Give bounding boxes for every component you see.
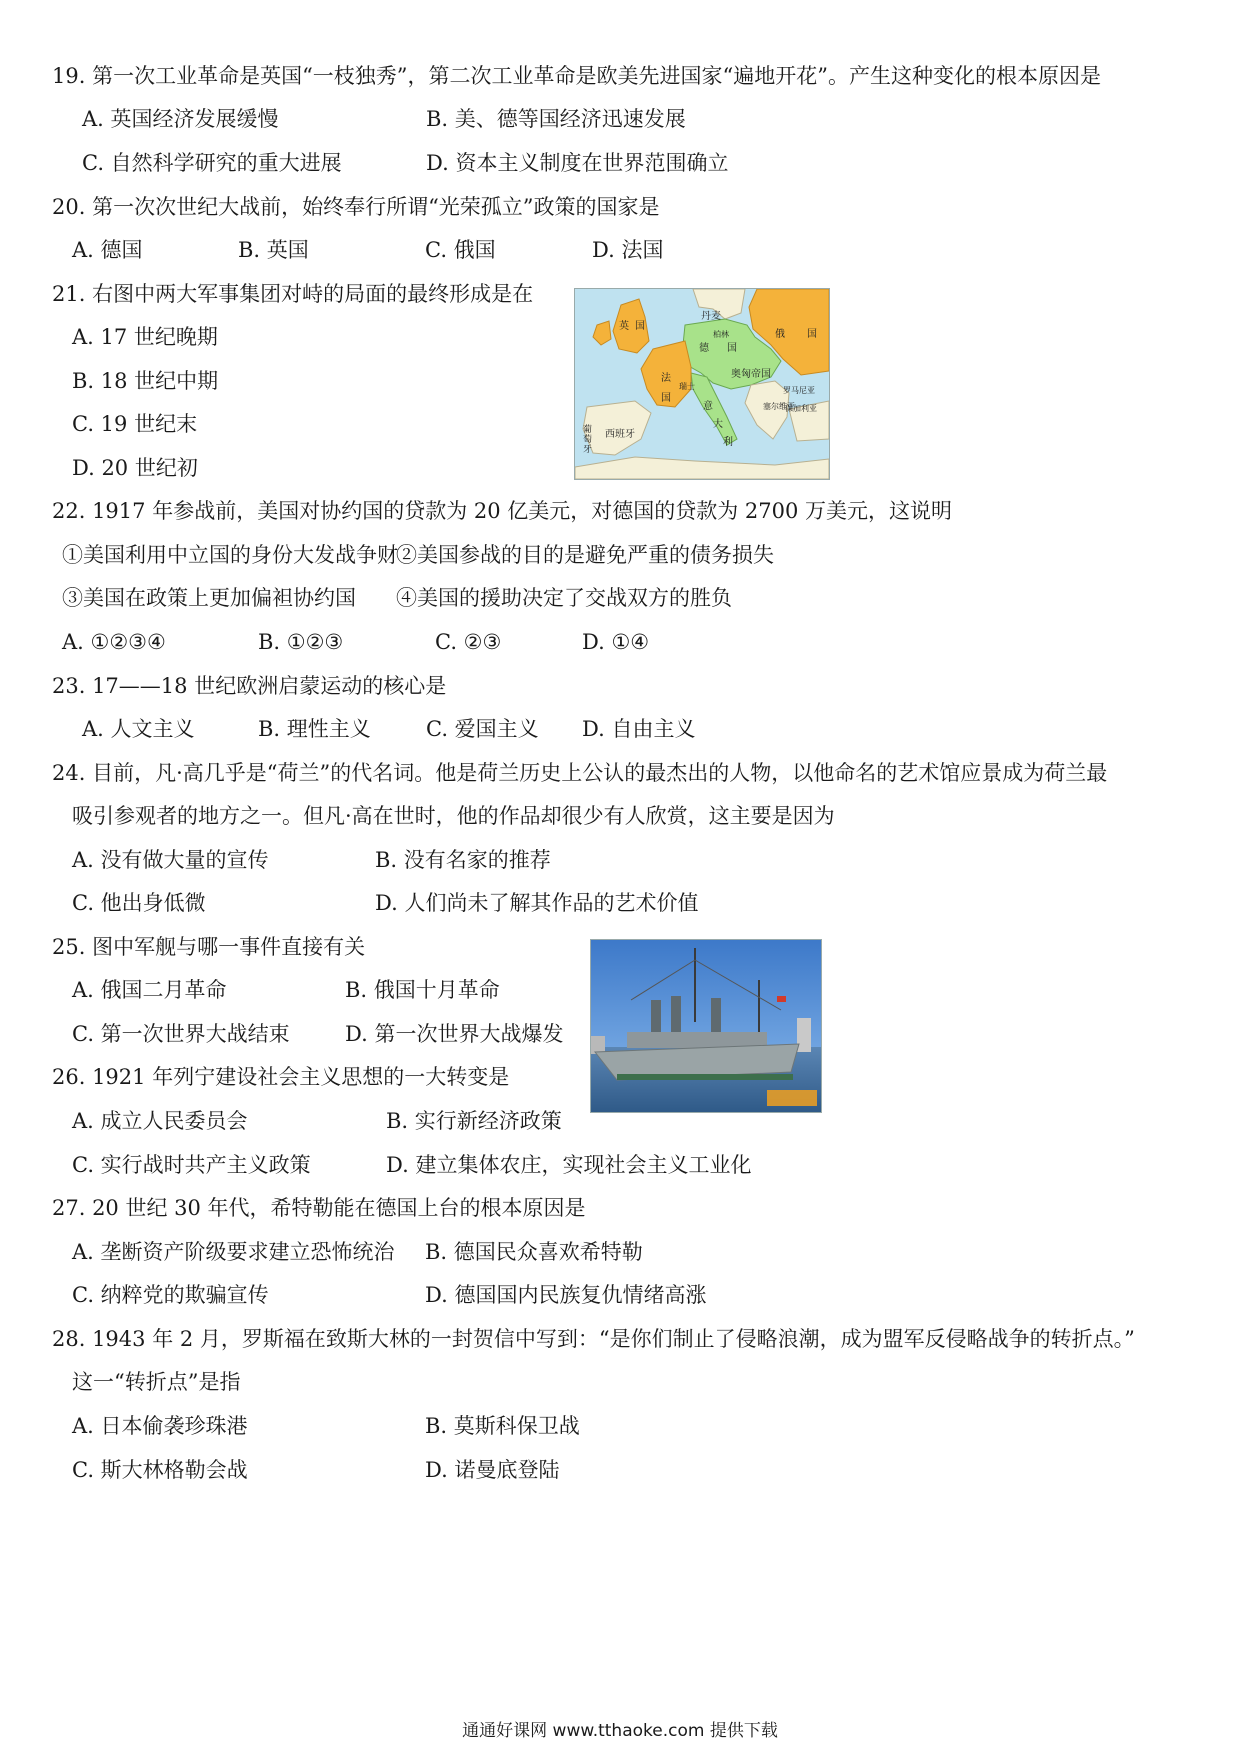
q24-option-a: A. 没有做大量的宣传 [72,848,269,872]
north-africa-region [575,457,829,479]
q20-option-d: D. 法国 [592,238,664,262]
europe-map-figure [574,288,830,480]
q25-stem: 25. 图中军舰与哪一事件直接有关 [52,935,366,959]
q23-option-a: A. 人文主义 [82,717,195,741]
q28-option-a: A. 日本偷袭珍珠港 [72,1414,248,1438]
q19-option-a: A. 英国经济发展缓慢 [82,107,279,131]
q25-option-c: C. 第一次世界大战结束 [72,1022,290,1046]
q27-option-a: A. 垄断资产阶级要求建立恐怖统治 [72,1240,395,1264]
map-label-berlin: 柏林 [713,330,729,339]
q20-option-b: B. 英国 [238,238,309,262]
ireland-region [593,321,611,345]
q22-statement-1: ①美国利用中立国的身份大发战争财 [62,543,398,567]
q23-option-c: C. 爱国主义 [426,717,539,741]
q21-option-a: A. 17 世纪晚期 [72,325,218,349]
q22-statement-2: ②美国参战的目的是避免严重的债务损失 [396,543,774,567]
q27-option-d: D. 德国国内民族复仇情绪高涨 [425,1283,707,1307]
map-label-bulgaria: 保加利亚 [785,404,817,413]
map-label-fr1: 法 [661,373,671,384]
q19-option-b: B. 美、德等国经济迅速发展 [426,107,686,131]
q22-option-b: B. ①②③ [258,630,344,654]
map-label-austria-hungary: 奥匈帝国 [731,369,771,380]
q24-option-c: C. 他出身低微 [72,891,206,915]
q27-option-b: B. 德国民众喜欢希特勒 [425,1240,643,1264]
q26-stem: 26. 1921 年列宁建设社会主义思想的一大转变是 [52,1065,510,1089]
warship-illustration [591,940,821,1112]
q20-option-c: C. 俄国 [425,238,496,262]
q22-statement-3: ③美国在政策上更加偏袒协约国 [62,586,356,610]
q22-option-d: D. ①④ [582,630,650,654]
map-label-ru1: 俄 [775,329,785,340]
map-label-denmark: 丹麦 [701,311,721,322]
q25-option-d: D. 第一次世界大战爆发 [345,1022,564,1046]
map-label-it3: 利 [723,437,733,448]
q24-stem-line1: 24. 目前，凡·高几乎是“荷兰”的代名词。他是荷兰历史上公认的最杰出的人物，以他命名的艺术馆应景成为荷兰最 [52,761,1108,785]
q27-stem: 27. 20 世纪 30 年代，希特勒能在德国上台的根本原因是 [52,1196,586,1220]
map-label-romania: 罗马尼亚 [783,386,815,395]
q20-option-a: A. 德国 [72,238,143,262]
q28-option-b: B. 莫斯科保卫战 [425,1414,580,1438]
q23-option-b: B. 理性主义 [258,717,371,741]
q26-option-c: C. 实行战时共产主义政策 [72,1153,311,1177]
q26-option-b: B. 实行新经济政策 [386,1109,562,1133]
map-label-it1: 意 [703,401,713,412]
iberia-region [583,401,651,455]
q19-option-c: C. 自然科学研究的重大进展 [82,151,342,175]
page-footer: 通通好课网 www.tthaoke.com 提供下载 [462,1721,778,1741]
q23-stem: 23. 17——18 世纪欧洲启蒙运动的核心是 [52,674,447,698]
q21-option-c: C. 19 世纪末 [72,412,198,436]
q24-stem-line2: 吸引参观者的地方之一。但凡·高在世时，他的作品却很少有人欣赏，这主要是因为 [72,804,835,828]
map-label-serbia: 塞尔维亚 [763,402,795,411]
q22-statement-4: ④美国的援助决定了交战双方的胜负 [396,586,732,610]
q21-option-b: B. 18 世纪中期 [72,369,219,393]
q24-option-d: D. 人们尚未了解其作品的艺术价值 [375,891,699,915]
q22-option-c: C. ②③ [435,630,502,654]
q28-option-c: C. 斯大林格勒会战 [72,1458,248,1482]
q25-option-b: B. 俄国十月革命 [345,978,500,1002]
map-label-it2: 大 [713,419,723,430]
map-label-uk1: 英 [619,321,629,332]
map-label-de1: 德 [699,343,709,354]
map-label-spain: 西班牙 [605,429,635,440]
q26-option-a: A. 成立人民委员会 [72,1109,248,1133]
q22-option-a: A. ①②③④ [62,630,166,654]
map-label-portugal: 葡萄牙 [583,425,593,455]
q19-stem: 19. 第一次工业革命是英国“一枝独秀”，第二次工业革命是欧美先进国家“遍地开花”。产生这种变化的根本原因是 [52,64,1102,88]
q22-stem: 22. 1917 年参战前，美国对协约国的贷款为 20 亿美元，对德国的贷款为 2700 万美元，这说明 [52,499,953,523]
q28-stem-line2: 这一“转折点”是指 [72,1370,241,1394]
map-label-ru2: 国 [807,329,817,340]
q19-option-d: D. 资本主义制度在世界范围确立 [426,151,729,175]
cruiser-aurora-photo [590,939,822,1113]
q21-stem: 21. 右图中两大军事集团对峙的局面的最终形成是在 [52,282,534,306]
q28-stem-line1: 28. 1943 年 2 月，罗斯福在致斯大林的一封贺信中写到：“是你们制止了侵略浪潮，成为盟军反侵略战争的转折点。” [52,1327,1135,1351]
q27-option-c: C. 纳粹党的欺骗宣传 [72,1283,269,1307]
map-label-de2: 国 [727,343,737,354]
map-label-switzerland: 瑞士 [679,382,695,391]
map-label-uk2: 国 [635,321,645,332]
q28-option-d: D. 诺曼底登陆 [425,1458,560,1482]
q23-option-d: D. 自由主义 [582,717,696,741]
q26-option-d: D. 建立集体农庄，实现社会主义工业化 [386,1153,752,1177]
q24-option-b: B. 没有名家的推荐 [375,848,551,872]
q20-stem: 20. 第一次次世纪大战前，始终奉行所谓“光荣孤立”政策的国家是 [52,195,660,219]
q25-option-a: A. 俄国二月革命 [72,978,227,1002]
map-label-fr2: 国 [661,393,671,404]
q21-option-d: D. 20 世纪初 [72,456,198,480]
